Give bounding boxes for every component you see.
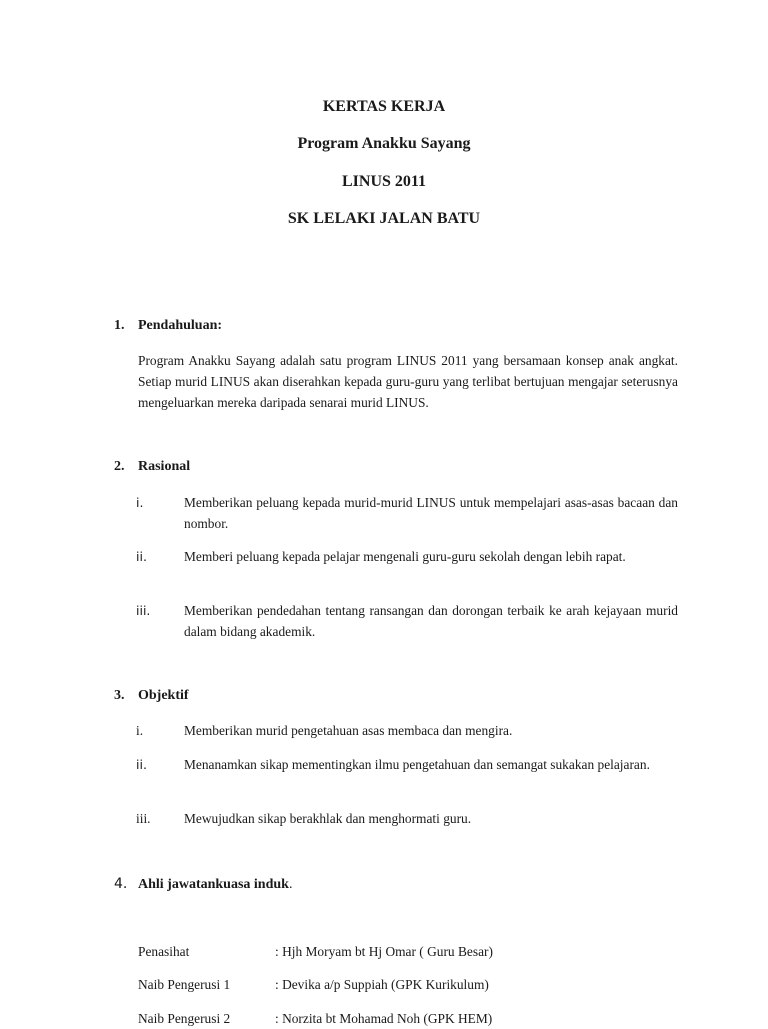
objektif-item — [136, 754, 678, 775]
member-name: : Devika a/p Suppiah (GPK Kurikulum) — [275, 977, 489, 992]
member-name: : Hjh Moryam bt Hj Omar ( Guru Besar) — [275, 944, 493, 959]
committee-member — [138, 974, 489, 995]
rasional-item — [136, 600, 678, 642]
doc-title: KERTAS KERJA — [322, 98, 446, 115]
member-role: Penasihat — [138, 944, 190, 959]
committee-member — [138, 941, 493, 962]
section-number: 4. — [114, 876, 128, 892]
item-number: i. — [136, 723, 144, 738]
program-name: Program Anakku Sayang — [297, 135, 471, 152]
rasional-item — [136, 492, 678, 534]
rasional-item — [136, 546, 678, 567]
section-title: Objektif — [138, 688, 189, 703]
objektif-item — [136, 808, 678, 829]
item-number: iii. — [136, 811, 151, 826]
item-number: ii. — [136, 757, 147, 772]
section-title: Pendahuluan: — [138, 318, 223, 333]
committee-member — [138, 1008, 492, 1029]
section-heading-objektif — [114, 688, 189, 704]
item-text: Mewujudkan sikap berakhlak dan menghormati guru. — [184, 811, 472, 826]
section-heading-ahli — [114, 876, 292, 893]
member-role: Naib Pengerusi 1 — [138, 977, 231, 992]
item-number: ii. — [136, 549, 147, 564]
item-number: iii. — [136, 603, 151, 618]
item-text: Memberikan murid pengetahuan asas membaca dan mengira. — [184, 723, 513, 738]
section-title-period: . — [288, 877, 293, 892]
member-role: Naib Pengerusi 2 — [138, 1011, 231, 1026]
item-text: Memberikan pendedahan tentang ransangan dan dorongan terbaik ke arah kejayaan murid dalam bidang akademik. — [184, 603, 678, 639]
section-number: 3. — [114, 688, 125, 703]
member-name: : Norzita bt Mohamad Noh (GPK HEM) — [275, 1011, 493, 1026]
item-text: Memberi peluang kepada pelajar mengenali guru-guru sekolah dengan lebih rapat. — [184, 549, 626, 564]
item-text: Memberikan peluang kepada murid-murid LINUS untuk mempelajari asas-asas bacaan dan nombor. — [184, 495, 678, 531]
section-number: 1. — [114, 318, 125, 333]
section-heading-pendahuluan — [114, 318, 222, 334]
program-year: LINUS 2011 — [341, 173, 427, 190]
pendahuluan-paragraph: Program Anakku Sayang adalah satu program LINUS 2011 yang bersamaan konsep anak angkat. Setiap murid LINUS akan diserahkan kepada guru-guru yang terlibat bertujuan mengajar seterusnya mengeluarkan mereka daripada senarai murid LINUS. — [138, 353, 678, 410]
item-text: Menanamkan sikap mementingkan ilmu pengetahuan dan semangat sukakan pelajaran. — [184, 757, 650, 772]
section-title: Rasional — [138, 459, 191, 474]
section-title: Ahli jawatankuasa induk — [138, 877, 289, 892]
section-number: 2. — [114, 459, 125, 474]
objektif-item — [136, 720, 678, 741]
school-name: SK LELAKI JALAN BATU — [287, 210, 481, 227]
section-heading-rasional — [114, 459, 190, 475]
item-number: i. — [136, 495, 144, 510]
